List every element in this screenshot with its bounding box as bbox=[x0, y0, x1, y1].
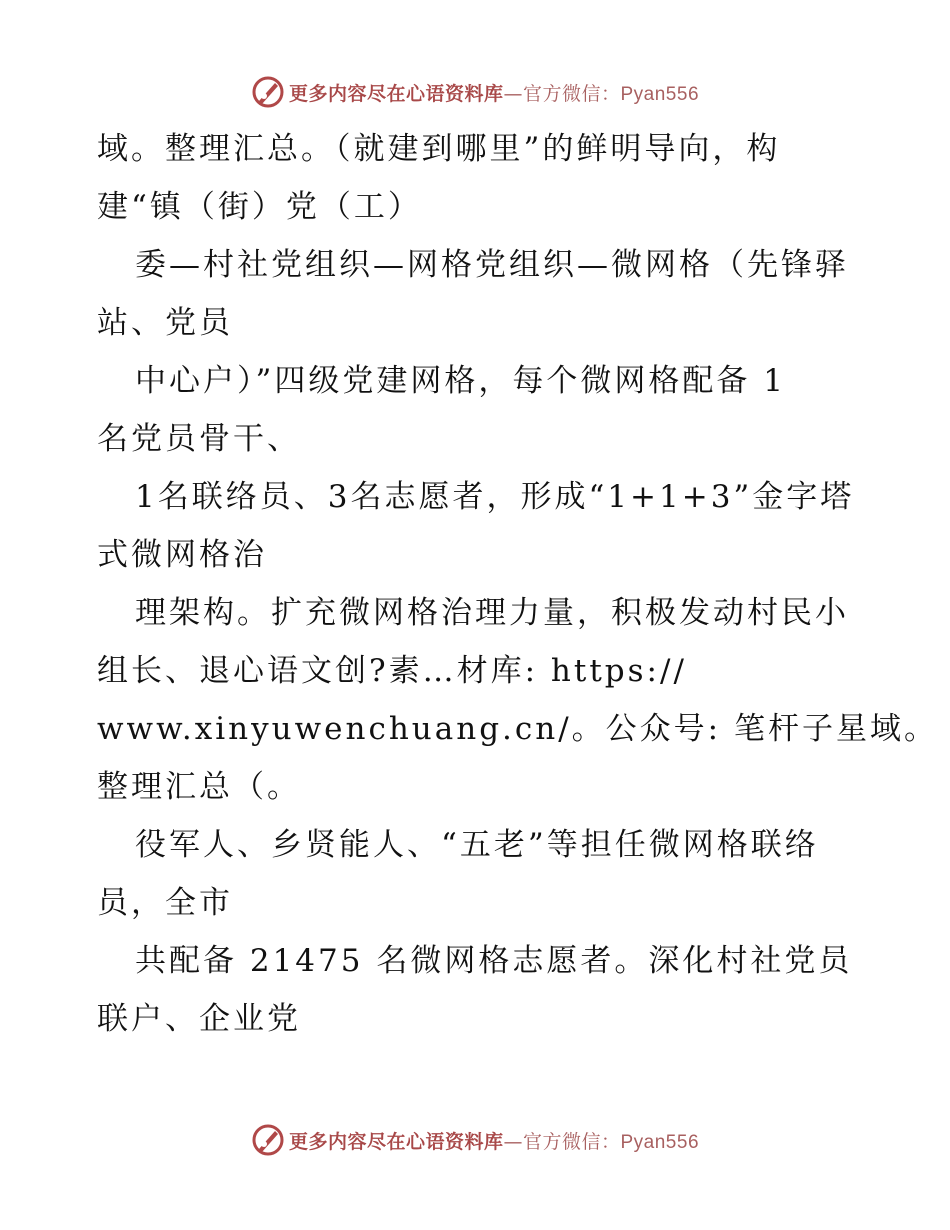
header-watermark bbox=[0, 72, 950, 112]
watermark-brand: 更多内容尽在心语资料库 bbox=[288, 1130, 504, 1153]
text-line: 理架构。扩充微网格治理力量，积极发动村民小 bbox=[135, 595, 849, 631]
text-line: 式微网格治 bbox=[97, 537, 267, 573]
pen-logo-icon bbox=[251, 1123, 285, 1157]
document-body bbox=[97, 120, 938, 1048]
text-line: 1名联络员、3名志愿者，形成“1+1+3”金字塔 bbox=[135, 479, 855, 515]
watermark-separator: — bbox=[503, 1130, 523, 1153]
text-line: 联户、企业党 bbox=[97, 1001, 301, 1037]
text-line: 组长、退心语文创?素…材库: https:// bbox=[97, 653, 687, 689]
text-line: 中心户）”四级党建网格，每个微网格配备 1 bbox=[135, 363, 786, 399]
footer-watermark bbox=[0, 1120, 950, 1160]
watermark-brand: 更多内容尽在心语资料库 bbox=[288, 82, 504, 105]
watermark-wechat-id: Pyan556 bbox=[620, 83, 700, 105]
text-line: 共配备 21475 名微网格志愿者。深化村社党员 bbox=[135, 943, 853, 979]
watermark-wechat-label: 官方微信： bbox=[522, 82, 621, 105]
text-line: 域。整理汇总。（就建到哪里”的鲜明导向，构 bbox=[97, 131, 781, 167]
text-line: 名党员骨干、 bbox=[97, 421, 301, 457]
text-line: 整理汇总（。 bbox=[97, 769, 301, 805]
watermark-wechat-id: Pyan556 bbox=[620, 1131, 700, 1153]
text-line: 役军人、乡贤能人、“五老”等担任微网格联络 bbox=[135, 827, 819, 863]
watermark-wechat-label: 官方微信： bbox=[522, 1130, 621, 1153]
text-line: 建“镇（街）党（工） bbox=[97, 189, 422, 225]
text-line: 站、党员 bbox=[97, 305, 233, 341]
text-line: www.xinyuwenchuang.cn/。公众号: 笔杆子星域。 bbox=[97, 711, 938, 747]
watermark-separator: — bbox=[503, 82, 523, 105]
text-line: 员，全市 bbox=[97, 885, 233, 921]
pen-logo-icon bbox=[251, 75, 285, 109]
text-line: 委—村社党组织—网格党组织—微网格（先锋驿 bbox=[135, 247, 849, 283]
